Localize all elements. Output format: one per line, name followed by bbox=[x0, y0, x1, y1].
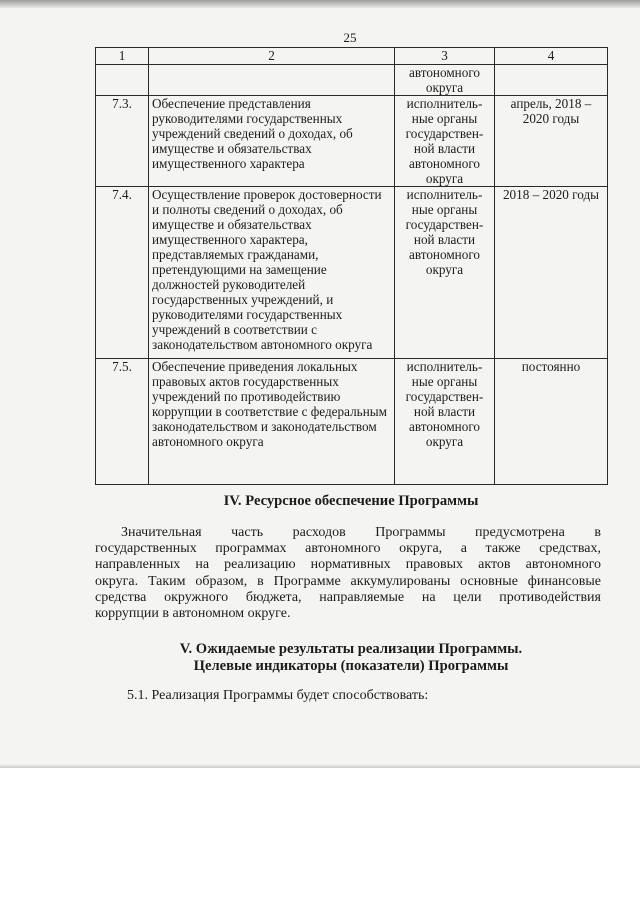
section-4-title: IV. Ресурсное обеспечение Программы bbox=[223, 493, 479, 509]
paragraph-line: государственных программах автономного округа, а также средствах, bbox=[95, 541, 601, 557]
paragraph-line: направленных на реализацию нормативных правовых актов автономного bbox=[95, 557, 601, 573]
section-5-item: 5.1. Реализация Программы будет способствовать: bbox=[127, 688, 429, 703]
row-term: 2018 – 2020 годы bbox=[495, 187, 608, 359]
table-row bbox=[96, 96, 608, 187]
measures-table bbox=[95, 47, 608, 485]
table-header-row bbox=[96, 48, 608, 65]
row-number bbox=[96, 65, 149, 96]
row-action: Обеспечение представления руководителями государственных учреждений сведений о доходах, об имуществе и обязательствах имущественного характера bbox=[149, 96, 395, 187]
row-action: Осуществление проверок достоверности и полноты сведений о доходах, об имуществе и обязательствах имущественного характера, представляемых гражданами, претендующими на замещение должностей руководителей государственных учреждений, и руководителями государственных учреждений в соответствии с законодательством автономного округа bbox=[149, 187, 395, 359]
table-row bbox=[96, 359, 608, 485]
page-number: 25 bbox=[343, 30, 357, 45]
row-term bbox=[495, 65, 608, 96]
column-header: 4 bbox=[495, 48, 608, 65]
section-5-title-line: Целевые индикаторы (показатели) Программы bbox=[193, 658, 509, 674]
paragraph-line: Значительная часть расходов Программы предусмотрена в bbox=[121, 525, 601, 540]
row-executor: исполнитель-ные органы государствен-ной власти автономного округа bbox=[395, 96, 495, 187]
row-number: 7.3. bbox=[96, 96, 149, 187]
row-action bbox=[149, 65, 395, 96]
column-header: 3 bbox=[395, 48, 495, 65]
column-header: 1 bbox=[96, 48, 149, 65]
row-executor: исполнитель-ные органы государствен-ной власти автономного округа bbox=[395, 187, 495, 359]
row-term: апрель, 2018 – 2020 годы bbox=[495, 96, 608, 187]
section-4-paragraph bbox=[95, 525, 601, 622]
paragraph-line: округа. Таким образом, в Программе аккумулированы основные финансовые bbox=[95, 573, 601, 589]
row-number: 7.4. bbox=[96, 187, 149, 359]
table-row bbox=[96, 65, 608, 96]
row-term: постоянно bbox=[495, 359, 608, 485]
section-5-title-line: V. Ожидаемые результаты реализации Программы. bbox=[179, 641, 523, 657]
paragraph-line: средства окружного бюджета, направляемые на цели противодействия bbox=[95, 589, 601, 605]
table-row bbox=[96, 187, 608, 359]
section-5-title bbox=[95, 641, 607, 675]
row-executor: исполнитель-ные органы государствен-ной власти автономного округа bbox=[395, 359, 495, 485]
row-action: Обеспечение приведения локальных правовых актов государственных учреждений по противодействию коррупции в соответствие с федеральным законодательством и законодательством автономного округа bbox=[149, 359, 395, 485]
row-number: 7.5. bbox=[96, 359, 149, 485]
paragraph-line: коррупции в автономном округе. bbox=[95, 606, 291, 622]
column-header: 2 bbox=[149, 48, 395, 65]
row-executor: автономного округа bbox=[395, 65, 495, 96]
